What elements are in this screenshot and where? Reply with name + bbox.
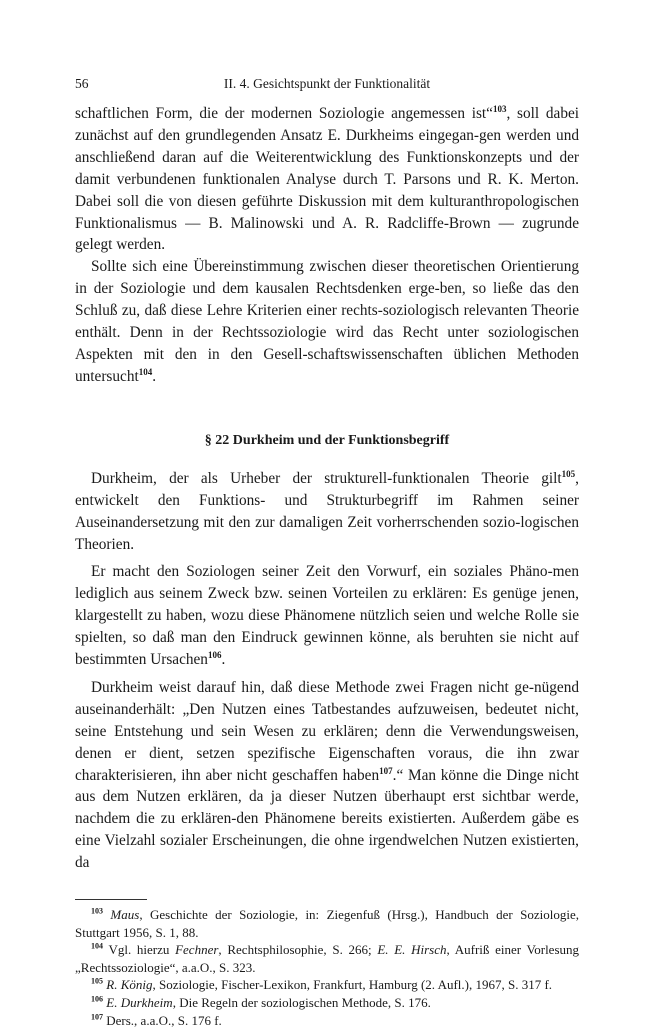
footnote: $^{107}$ Ders., a.a.O., S. 176 f. (91, 1012, 222, 1028)
footnotes (75, 906, 579, 1029)
paragraph: Sollte sich eine Übereinstimmung zwischen dieser theoretischen Orientierung in der Soziologie und dem kausalen Rechtsdenken erge-ben, so ließe das den Schluß zu, daß diese Lehre Kriterien einer rechts-soziologisch relevanten Theorie enthält. Denn in der Rechtssoziologie wird das Recht unter soziologischen Aspekten mit den in den Gesell-schaftswissenschaften üblichen Methoden untersucht$^{104}$. (75, 258, 579, 385)
page-number: 56 (75, 76, 89, 91)
page-body (75, 103, 579, 1029)
footnote: $^{103}$ Maus, Geschichte der Soziologie, in: Ziegenfuß (Hrsg.), Handbuch der Soziologie, Stuttgart 1956, S. 1, 88. (75, 906, 579, 940)
paragraph: Er macht den Soziologen seiner Zeit den Vorwurf, ein soziales Phäno-men lediglich aus seinem Zweck bzw. seinen Vorteilen zu erklären: Es genüge jenen, klargestellt zu haben, wozu diese Phänomene nützlich seien und welche Rolle sie spielten, so daß man den Eindruck gewinnen könne, als beruhten sie nicht auf bestimmten Ursachen$^{106}$. (75, 563, 579, 669)
paragraph: Durkheim, der als Urheber der strukturell-funktionalen Theorie gilt$^{105}$, entwickelt den Funktions- und Strukturbegriff im Rahmen seiner Auseinandersetzung mit den zur damaligen Zeit vorherrschenden sozio-logischen Theorien. (75, 468, 579, 553)
running-title: II. 4. Gesichtspunkt der Funktionalität (223, 76, 431, 91)
footnote-ref[interactable]: 103 (492, 103, 507, 114)
footnote: $^{106}$ E. Durkheim, Die Regeln der soziologischen Methode, S. 176. (91, 994, 431, 1011)
footnote-divider (75, 899, 147, 900)
footnote-ref[interactable]: 106 (207, 649, 222, 660)
section-heading: § 22 Durkheim und der Funktionsbegriff (204, 432, 450, 448)
footnote-ref[interactable]: 104 (138, 366, 153, 377)
footnote-ref[interactable]: 105 (561, 468, 576, 479)
footnote-ref[interactable]: 107 (379, 765, 393, 776)
footnote: $^{104}$ Vgl. hierzu Fechner, Rechtsphilosophie, S. 266; E. E. Hirsch, Aufriß einer Vorlesung „Rechtssoziologie“, a.a.O., S. 323. (75, 941, 580, 975)
paragraph: Durkheim weist darauf hin, daß diese Methode zwei Fragen nicht ge-nügend auseinanderhält: „Den Nutzen eines Tatbestandes aufzuweisen, bedeutet nicht, seine Entstehung und sein Wesen zu erklären; denn die Verwendungsweisen, denen er dient, setzen spezifische Eigenschaften voraus, die ihn zwar charakterisieren, ihn aber nicht geschaffen haben$^{107}$.“ Man könne die Dinge nicht aus dem Nutzen erklären, da ja dieser Nutzen überhaupt erst sichtbar werde, nachdem die zu erklären-den Phänomene bereits existierten. Außerdem gäbe es eine Vielzahl sozialer Erscheinungen, die ohne irgendwelchen Nutzen existierten, da (75, 678, 579, 872)
paragraph: schaftlichen Form, die der modernen Soziologie angemessen ist“$^{103}$, soll dabei zunächst auf den grundlegenden Ansatz E. Durkheims eingegan-gen werden und anschließend daran auf die Weiterentwicklung des Funktionskonzepts und der damit verbundenen funktionalen Analyse durch T. Parsons und R. K. Merton. Dabei soll die von diesen geführte Diskussion mit dem kulturanthropologischen Funktionalismus — B. Malinowski und A. R. Radcliffe-Brown — zugrunde gelegt werden. (75, 103, 580, 254)
footnote: $^{105}$ R. König, Soziologie, Fischer-Lexikon, Frankfurt, Hamburg (2. Aufl.), 1967, S. 317 f. (91, 977, 553, 993)
running-header (75, 76, 579, 96)
